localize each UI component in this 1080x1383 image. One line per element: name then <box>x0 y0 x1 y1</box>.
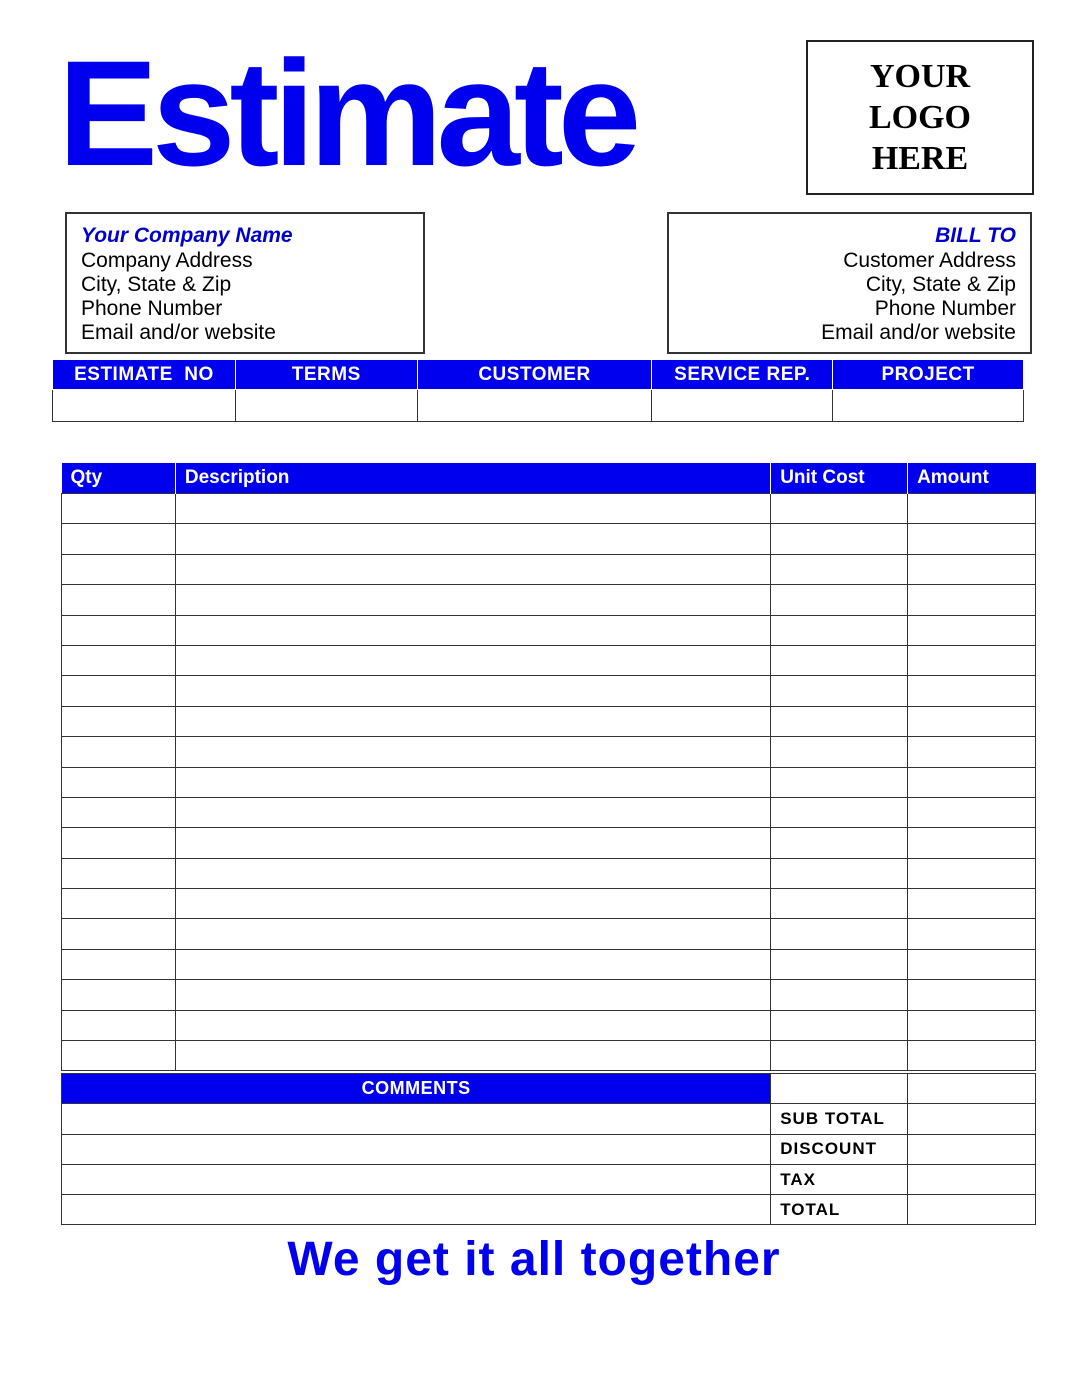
qty-cell[interactable] <box>62 828 176 858</box>
description-cell[interactable] <box>175 858 770 888</box>
table-row <box>62 554 1036 584</box>
amount-cell[interactable] <box>908 585 1036 615</box>
description-cell[interactable] <box>175 494 770 524</box>
qty-cell[interactable] <box>62 919 176 949</box>
qty-cell[interactable] <box>62 524 176 554</box>
table-row <box>62 645 1036 675</box>
table-row <box>62 919 1036 949</box>
amount-cell[interactable] <box>908 828 1036 858</box>
amount-cell[interactable] <box>908 858 1036 888</box>
tagline: We get it all together <box>287 1233 781 1286</box>
description-cell[interactable] <box>175 889 770 919</box>
customer-phone: Phone Number <box>874 297 1016 320</box>
amount-cell[interactable] <box>908 737 1036 767</box>
description-cell[interactable] <box>175 524 770 554</box>
tax-value[interactable] <box>908 1164 1036 1194</box>
qty-cell[interactable] <box>62 706 176 736</box>
qty-header: Qty <box>62 463 176 494</box>
qty-cell[interactable] <box>62 980 176 1010</box>
amount-cell[interactable] <box>908 1010 1036 1040</box>
meta-value-row <box>53 390 1024 422</box>
unit-cost-cell[interactable] <box>771 767 908 797</box>
qty-cell[interactable] <box>62 494 176 524</box>
unit-cost-cell[interactable] <box>771 828 908 858</box>
company-phone: Phone Number <box>81 297 223 320</box>
bill-to-box <box>667 212 1032 354</box>
comments-line[interactable] <box>62 1104 771 1134</box>
qty-cell[interactable] <box>62 797 176 827</box>
logo-line: HERE <box>871 140 969 177</box>
subtotal-label: SUB TOTAL <box>771 1104 908 1134</box>
logo-placeholder <box>806 40 1034 195</box>
table-row <box>62 797 1036 827</box>
table-row <box>62 828 1036 858</box>
customer-city-state-zip: City, State & Zip <box>865 273 1016 296</box>
unit-cost-cell[interactable] <box>771 615 908 645</box>
description-cell[interactable] <box>175 767 770 797</box>
amount-cell[interactable] <box>908 494 1036 524</box>
description-cell[interactable] <box>175 1041 770 1071</box>
description-cell[interactable] <box>175 585 770 615</box>
amount-cell[interactable] <box>908 980 1036 1010</box>
logo-line: LOGO <box>868 99 972 136</box>
table-row <box>62 585 1036 615</box>
qty-cell[interactable] <box>62 1010 176 1040</box>
description-header: Description <box>175 463 770 494</box>
table-row <box>62 858 1036 888</box>
unit-cost-cell[interactable] <box>771 858 908 888</box>
items-header-row <box>62 463 1036 494</box>
description-cell[interactable] <box>175 645 770 675</box>
unit-cost-cell[interactable] <box>771 706 908 736</box>
project-field[interactable] <box>833 390 1024 422</box>
description-cell[interactable] <box>175 554 770 584</box>
document-title: Estimate <box>58 29 636 197</box>
table-row <box>62 1041 1036 1071</box>
amount-cell[interactable] <box>908 919 1036 949</box>
table-row <box>62 767 1036 797</box>
qty-cell[interactable] <box>62 615 176 645</box>
table-row <box>62 676 1036 706</box>
amount-cell[interactable] <box>908 615 1036 645</box>
terms-header: TERMS <box>235 360 417 390</box>
meta-header-row <box>53 360 1024 390</box>
unit-cost-cell[interactable] <box>771 676 908 706</box>
estimate-no-field[interactable] <box>53 390 236 422</box>
service-rep-header: SERVICE REP. <box>652 360 833 390</box>
logo-line: YOUR <box>869 58 971 95</box>
description-cell[interactable] <box>175 828 770 858</box>
unit-cost-cell[interactable] <box>771 737 908 767</box>
line-items-table <box>61 463 1036 1071</box>
amount-cell[interactable] <box>908 767 1036 797</box>
unit-cost-cell[interactable] <box>771 524 908 554</box>
unit-cost-cell[interactable] <box>771 494 908 524</box>
company-name: Your Company Name <box>81 224 293 247</box>
bill-to-heading: BILL TO <box>935 224 1016 247</box>
description-cell[interactable] <box>175 1010 770 1040</box>
comments-header: COMMENTS <box>62 1074 771 1104</box>
unit-cost-cell[interactable] <box>771 980 908 1010</box>
qty-cell[interactable] <box>62 858 176 888</box>
description-cell[interactable] <box>175 676 770 706</box>
totals-row <box>62 1195 1036 1225</box>
company-email: Email and/or website <box>81 321 276 344</box>
project-header: PROJECT <box>833 360 1024 390</box>
amount-header: Amount <box>908 463 1036 494</box>
qty-cell[interactable] <box>62 949 176 979</box>
qty-cell[interactable] <box>62 889 176 919</box>
company-city-state-zip: City, State & Zip <box>81 273 232 296</box>
amount-cell[interactable] <box>908 889 1036 919</box>
qty-cell[interactable] <box>62 737 176 767</box>
description-cell[interactable] <box>175 980 770 1010</box>
qty-cell[interactable] <box>62 645 176 675</box>
description-cell[interactable] <box>175 919 770 949</box>
table-row <box>62 737 1036 767</box>
description-cell[interactable] <box>175 706 770 736</box>
service-rep-field[interactable] <box>652 390 833 422</box>
description-cell[interactable] <box>175 737 770 767</box>
customer-field[interactable] <box>417 390 652 422</box>
amount-cell[interactable] <box>908 554 1036 584</box>
table-row <box>62 706 1036 736</box>
unit-cost-cell[interactable] <box>771 797 908 827</box>
amount-cell[interactable] <box>908 797 1036 827</box>
customer-email: Email and/or website <box>821 321 1016 344</box>
subtotal-value[interactable] <box>908 1104 1036 1134</box>
terms-field[interactable] <box>235 390 417 422</box>
estimate-no-header: ESTIMATE NO <box>53 360 236 390</box>
amount-cell[interactable] <box>908 645 1036 675</box>
comments-line[interactable] <box>62 1164 771 1194</box>
table-row <box>62 1010 1036 1040</box>
discount-label: DISCOUNT <box>771 1134 908 1164</box>
comments-header-row <box>62 1074 1036 1104</box>
description-cell[interactable] <box>175 797 770 827</box>
comments-line[interactable] <box>62 1134 771 1164</box>
unit-cost-cell[interactable] <box>771 889 908 919</box>
unit-cost-cell[interactable] <box>771 554 908 584</box>
totals-row <box>62 1164 1036 1194</box>
unit-cost-header: Unit Cost <box>771 463 908 494</box>
totals-blank-cell <box>771 1074 908 1104</box>
unit-cost-cell[interactable] <box>771 1041 908 1071</box>
estimate-meta-table <box>52 359 1024 422</box>
amount-cell[interactable] <box>908 949 1036 979</box>
totals-blank-cell <box>908 1074 1036 1104</box>
tax-label: TAX <box>771 1164 908 1194</box>
table-row <box>62 524 1036 554</box>
comments-line[interactable] <box>62 1195 771 1225</box>
qty-cell[interactable] <box>62 554 176 584</box>
table-row <box>62 889 1036 919</box>
description-cell[interactable] <box>175 615 770 645</box>
qty-cell[interactable] <box>62 767 176 797</box>
company-info-box <box>65 212 425 354</box>
unit-cost-cell[interactable] <box>771 919 908 949</box>
customer-address: Customer Address <box>843 249 1016 272</box>
total-label: TOTAL <box>771 1195 908 1225</box>
qty-cell[interactable] <box>62 676 176 706</box>
items-body <box>62 494 1036 1071</box>
unit-cost-cell[interactable] <box>771 585 908 615</box>
table-row <box>62 615 1036 645</box>
totals-row <box>62 1104 1036 1134</box>
customer-header: CUSTOMER <box>417 360 652 390</box>
company-address: Company Address <box>81 249 253 272</box>
unit-cost-cell[interactable] <box>771 1010 908 1040</box>
amount-cell[interactable] <box>908 1041 1036 1071</box>
discount-value[interactable] <box>908 1134 1036 1164</box>
unit-cost-cell[interactable] <box>771 949 908 979</box>
table-row <box>62 949 1036 979</box>
table-row <box>62 494 1036 524</box>
description-cell[interactable] <box>175 949 770 979</box>
total-value[interactable] <box>908 1195 1036 1225</box>
qty-cell[interactable] <box>62 1041 176 1071</box>
amount-cell[interactable] <box>908 524 1036 554</box>
unit-cost-cell[interactable] <box>771 645 908 675</box>
amount-cell[interactable] <box>908 676 1036 706</box>
amount-cell[interactable] <box>908 706 1036 736</box>
totals-table <box>61 1073 1036 1225</box>
qty-cell[interactable] <box>62 585 176 615</box>
totals-row <box>62 1134 1036 1164</box>
table-row <box>62 980 1036 1010</box>
